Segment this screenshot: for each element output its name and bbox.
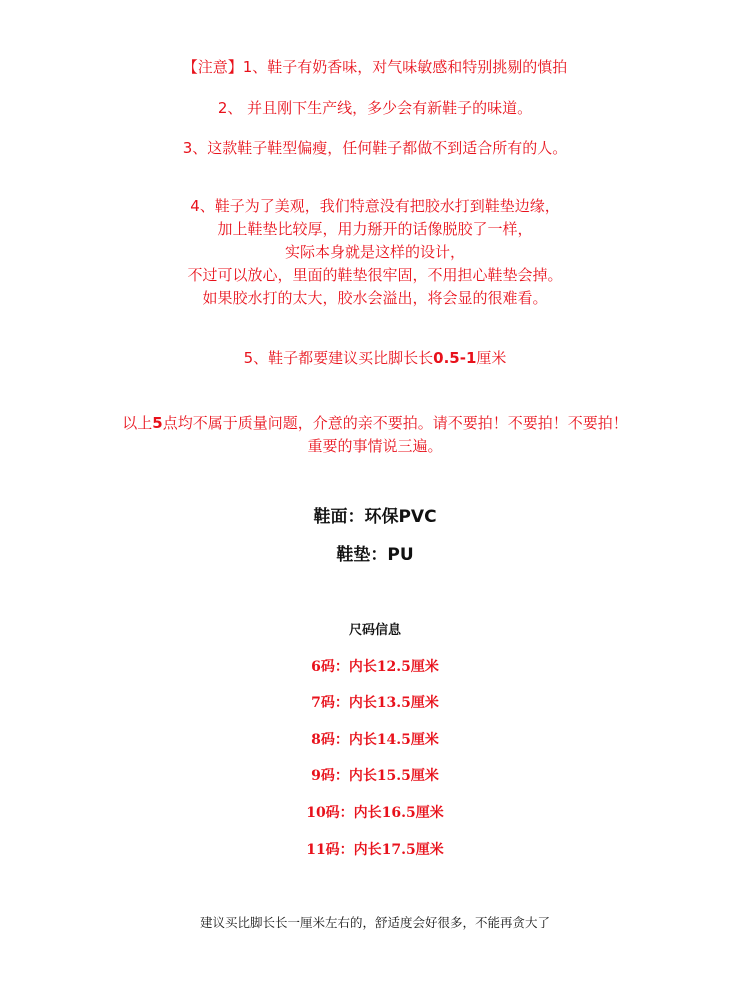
size-row-10: 10码：内长16.5厘米: [306, 805, 444, 821]
notice-line-4d: 不过可以放心，里面的鞋垫很牢固，不用担心鞋垫会掉。: [187, 266, 563, 284]
notice-line-4b: 加上鞋垫比较厚，用力掰开的话像脱胶了一样，: [217, 220, 533, 238]
summary-prefix: 以上: [122, 414, 153, 432]
notice-line-4e: 如果胶水打的太大，胶水会溢出，将会显的很难看。: [202, 289, 548, 307]
summary-line-2: 重要的事情说三遍。: [307, 437, 443, 455]
size-row-8: 8码：内长14.5厘米: [311, 732, 439, 748]
notice-line-5: [0, 346, 750, 370]
notice-line-5-range: 0.5-1: [433, 349, 477, 367]
notice-line-1: 【注意】1、鞋子有奶香味，对气味敏感和特别挑剔的慎拍: [182, 58, 568, 76]
notice-line-4c: 实际本身就是这样的设计，: [284, 243, 465, 261]
notice-line-5-prefix: 5、鞋子都要建议买比脚长长: [243, 349, 434, 367]
size-row-7: 7码：内长13.5厘米: [311, 695, 439, 711]
material-upper: 鞋面：环保PVC: [313, 507, 437, 527]
summary-suffix: 点均不属于质量问题，介意的亲不要拍。请不要拍！不要拍！不要拍！: [162, 414, 628, 432]
notice-line-2: 2、 并且刚下生产线，多少会有新鞋子的味道。: [217, 99, 533, 117]
size-row-9: 9码：内长15.5厘米: [311, 768, 439, 784]
summary-line-1: [0, 411, 750, 435]
footer-note: 建议买比脚长长一厘米左右的，舒适度会好很多，不能再贪大了: [199, 915, 550, 930]
notice-line-4a: 4、鞋子为了美观，我们特意没有把胶水打到鞋垫边缘，: [190, 197, 560, 215]
summary-number: 5: [152, 414, 163, 432]
material-insole: 鞋垫：PU: [336, 545, 414, 565]
size-info-title: 尺码信息: [348, 623, 401, 638]
notice-line-3: 3、这款鞋子鞋型偏瘦，任何鞋子都做不到适合所有的人。: [182, 139, 568, 157]
notice-line-5-suffix: 厘米: [476, 349, 507, 367]
size-row-6: 6码：内长12.5厘米: [311, 659, 439, 675]
size-row-11: 11码：内长17.5厘米: [306, 842, 444, 858]
